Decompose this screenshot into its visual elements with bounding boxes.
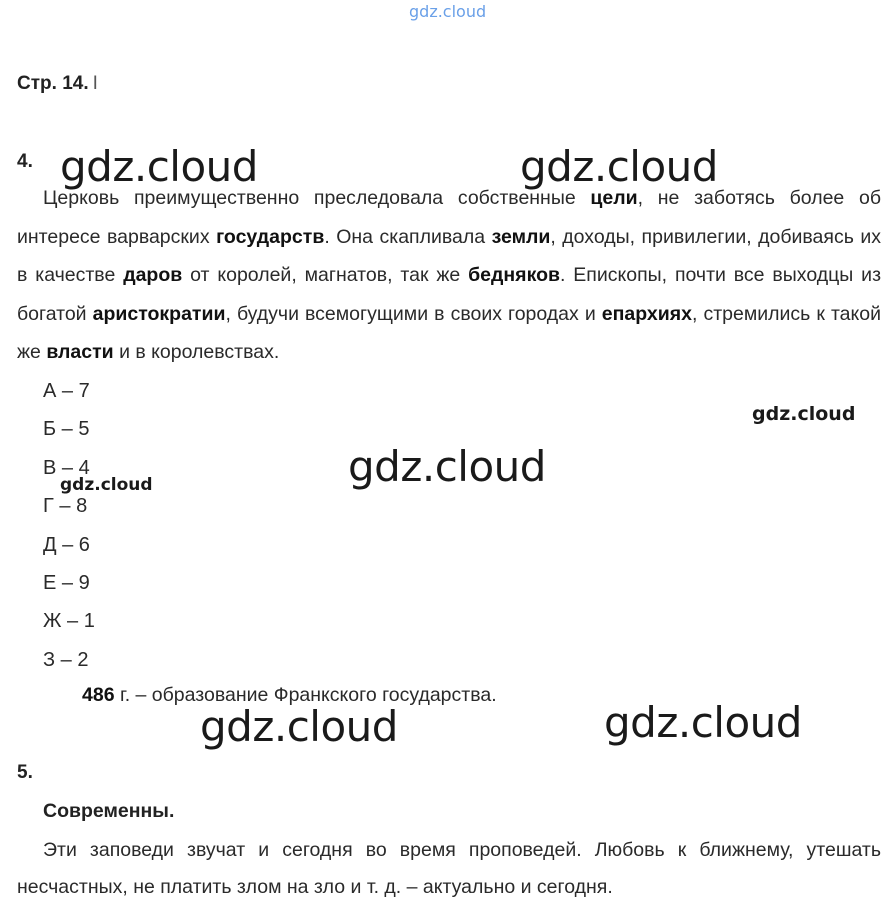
paragraph-text: и в королевствах. [113,341,280,363]
task-4-paragraph [17,179,881,372]
watermark: gdz.cloud [200,702,398,751]
match-item: Б – 5 [43,418,90,441]
task-5-subheading: Современны. [43,800,175,822]
watermark: gdz.cloud [60,475,153,495]
paragraph-text: , стремились к такой же [17,302,881,363]
key-term: земли [491,225,551,248]
match-item: З – 2 [43,648,89,671]
match-item: Д – 6 [43,533,90,556]
watermark: gdz.cloud [520,142,718,191]
key-term: государств [216,225,325,248]
watermark: gdz.cloud [348,442,546,491]
key-term: бедняков [468,264,560,286]
watermark: gdz.cloud [604,698,802,747]
paragraph-text: Церковь преимущественно преследовала собственные [43,187,591,209]
key-term: цели [590,187,638,209]
key-term: епархиях [601,302,692,325]
text-cursor: I [92,73,98,94]
match-item: Ж – 1 [43,610,95,633]
date-description: г. – образование Франкского государства. [114,684,497,706]
key-term: даров [123,264,183,286]
match-list [43,372,95,679]
page-reference [17,73,98,95]
paragraph-text: . Епископы, почти все выходцы из богатой [17,264,882,325]
task-5-number: 5. [17,762,33,783]
watermark: gdz.cloud [60,142,258,191]
paragraph-text: от королей, магнатов, так же [182,264,469,286]
match-item: Е – 9 [43,571,90,594]
match-item: Г – 8 [43,495,88,518]
task-5-paragraph [17,832,881,906]
watermark-top: gdz.cloud [409,2,487,21]
paragraph-text: , не заботясь более об интересе варварских [17,187,881,248]
date-year: 486 [82,684,115,706]
paragraph-text: , будучи всемогущими в своих городах и [225,302,602,325]
task-5-paragraph-text: Эти заповеди звучат и сегодня во время проповедей. Любовь к ближнему, утешать несчастных, не платить злом на зло и т. д. – актуально и сегодня. [17,839,881,898]
task-4-number: 4. [17,151,33,172]
page-reference-text: Стр. 14. [17,73,89,94]
key-term: аристократии [92,302,226,325]
paragraph-text: , доходы, привилегии, добиваясь их в качестве [17,225,881,286]
match-item: А – 7 [43,380,90,402]
date-line [82,684,497,707]
key-term: власти [46,341,114,363]
watermark: gdz.cloud [752,403,856,425]
paragraph-text: . Она скапливала [324,225,492,248]
match-item: В – 4 [43,456,90,479]
